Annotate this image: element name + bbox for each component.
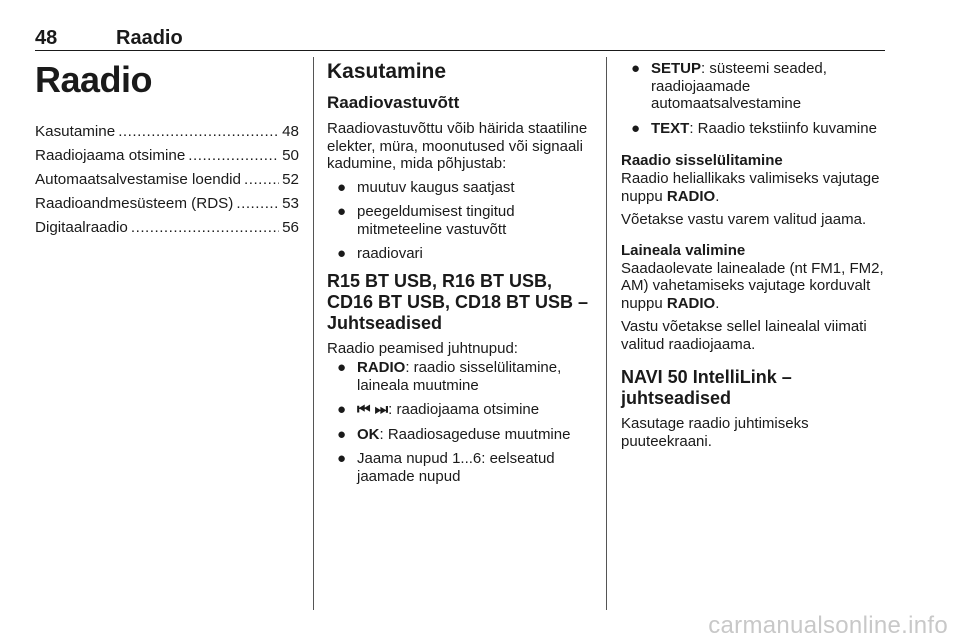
controls-intro: Raadio peamised juhtnupud: xyxy=(327,339,518,357)
column-divider-1 xyxy=(313,57,314,610)
list-item-text: : Raadiosageduse muutmine xyxy=(379,425,571,443)
column-1 xyxy=(35,60,299,242)
bullet-icon: ● xyxy=(337,425,347,443)
text-run: Raadio heliallikaks valimiseks vajutage nuppu xyxy=(621,170,880,205)
toc-leader-dots xyxy=(244,170,279,190)
control-key-radio: RADIO xyxy=(666,294,716,312)
control-key-ok: OK xyxy=(357,425,380,443)
subsection-heading-raadiovastuvott: Raadiovastuvõtt xyxy=(327,93,460,112)
reception-intro: Raadiovastuvõttu võib häirida staatiline elekter, müra, moonutused või signaali kadumine, mida põhjustab: xyxy=(327,120,588,172)
bullet-icon: ● xyxy=(631,119,641,137)
toc-entry-title: Raadioandmesüsteem (RDS) xyxy=(35,195,234,212)
radio-controls-list xyxy=(327,359,589,485)
list-item-text: Jaama nupud 1...6: eelseatud jaamade nupud xyxy=(357,450,555,485)
toc-entry-title: Automaatsalvestamise loendid xyxy=(35,171,241,188)
list-item xyxy=(621,60,887,113)
toc-entry[interactable] xyxy=(35,170,299,190)
navi-controls-text: Kasutage raadio juhtimiseks puuteekraani. xyxy=(621,415,809,450)
text-run: . xyxy=(715,294,720,312)
table-of-contents xyxy=(35,122,299,238)
list-item xyxy=(327,426,589,444)
control-key-text: TEXT xyxy=(651,119,690,137)
header-rule xyxy=(35,50,885,51)
list-item xyxy=(327,401,589,419)
toc-entry-title: Raadiojaama otsimine xyxy=(35,147,186,164)
toc-entry-title: Kasutamine xyxy=(35,123,116,140)
column-3 xyxy=(621,60,887,456)
list-item xyxy=(327,245,589,263)
toc-leader-dots xyxy=(188,146,279,166)
toc-entry-page: 53 xyxy=(282,195,299,212)
column-divider-2 xyxy=(606,57,607,610)
section-heading-kasutamine: Kasutamine xyxy=(327,60,447,83)
radio-controls-list-continued xyxy=(621,60,887,137)
list-item xyxy=(327,450,589,485)
column-2 xyxy=(327,60,589,493)
list-item-text: muutuv kaugus saatjast xyxy=(357,178,515,196)
radio-on-text-2: Võetakse vastu varem valitud jaama. xyxy=(621,211,867,228)
radio-on-heading: Raadio sisselülitamine xyxy=(621,152,783,169)
toc-entry-page: 52 xyxy=(282,171,299,188)
bullet-icon: ● xyxy=(631,60,641,77)
seek-buttons-icon: ⏮ ⏭ xyxy=(357,401,389,418)
bullet-icon: ● xyxy=(337,401,347,418)
toc-entry[interactable] xyxy=(35,194,299,214)
text-run: Saadaolevate lainealade (nt FM1, FM2, AM) vahetamiseks vajutage korduvalt nuppu xyxy=(621,259,884,312)
band-select-text xyxy=(621,260,887,313)
toc-entry-page: 48 xyxy=(282,123,299,140)
list-item-text: : raadiojaama otsimine xyxy=(388,401,540,418)
list-item-text: : Raadio tekstiinfo kuvamine xyxy=(689,119,877,137)
band-select-heading: Laineala valimine xyxy=(621,241,746,259)
list-item xyxy=(327,179,589,197)
toc-leader-dots xyxy=(131,218,279,238)
toc-entry-title: Digitaalraadio xyxy=(35,219,128,236)
text-run: . xyxy=(715,187,720,205)
control-key-setup: SETUP xyxy=(651,60,702,77)
page-header xyxy=(35,27,885,51)
list-item-text: raadiovari xyxy=(357,245,423,262)
band-select-text-2: Vastu võetakse sellel lainealal viimati valitud raadiojaama. xyxy=(621,318,867,353)
running-section-title: Raadio xyxy=(116,27,183,49)
list-item xyxy=(621,120,887,138)
bullet-icon: ● xyxy=(337,178,347,196)
list-item xyxy=(327,203,589,238)
toc-entry[interactable] xyxy=(35,146,299,166)
bullet-icon: ● xyxy=(337,450,347,467)
control-key-radio: RADIO xyxy=(666,187,716,205)
watermark: carmanualsonline.info xyxy=(708,612,948,639)
toc-entry-page: 50 xyxy=(282,147,299,164)
bullet-icon: ● xyxy=(337,359,347,376)
chapter-title: Raadio xyxy=(35,59,153,100)
toc-entry[interactable] xyxy=(35,218,299,238)
list-item-text: : raadio sisselülitamine, laineala muutmine xyxy=(357,359,562,394)
page-number: 48 xyxy=(35,27,58,49)
bullet-icon: ● xyxy=(337,203,347,220)
toc-leader-dots xyxy=(118,122,279,142)
toc-entry-page: 56 xyxy=(282,219,299,236)
interference-causes-list xyxy=(327,179,589,263)
list-item-text: peegeldumisest tingitud mitmeteeline vastuvõtt xyxy=(357,203,515,238)
models-controls-heading: R15 BT USB, R16 BT USB, CD16 BT USB, CD18 BT USB – Juhtseadised xyxy=(327,270,589,333)
list-item-text: : süsteemi seaded, raadiojaamade automaatsalvestamine xyxy=(651,60,827,112)
toc-leader-dots xyxy=(236,194,279,214)
control-key-radio: RADIO xyxy=(357,359,406,376)
navi-controls-heading: NAVI 50 IntelliLink – juhtseadised xyxy=(621,367,792,408)
toc-entry[interactable] xyxy=(35,122,299,142)
radio-on-text xyxy=(621,170,887,205)
list-item xyxy=(327,359,589,394)
bullet-icon: ● xyxy=(337,245,347,262)
